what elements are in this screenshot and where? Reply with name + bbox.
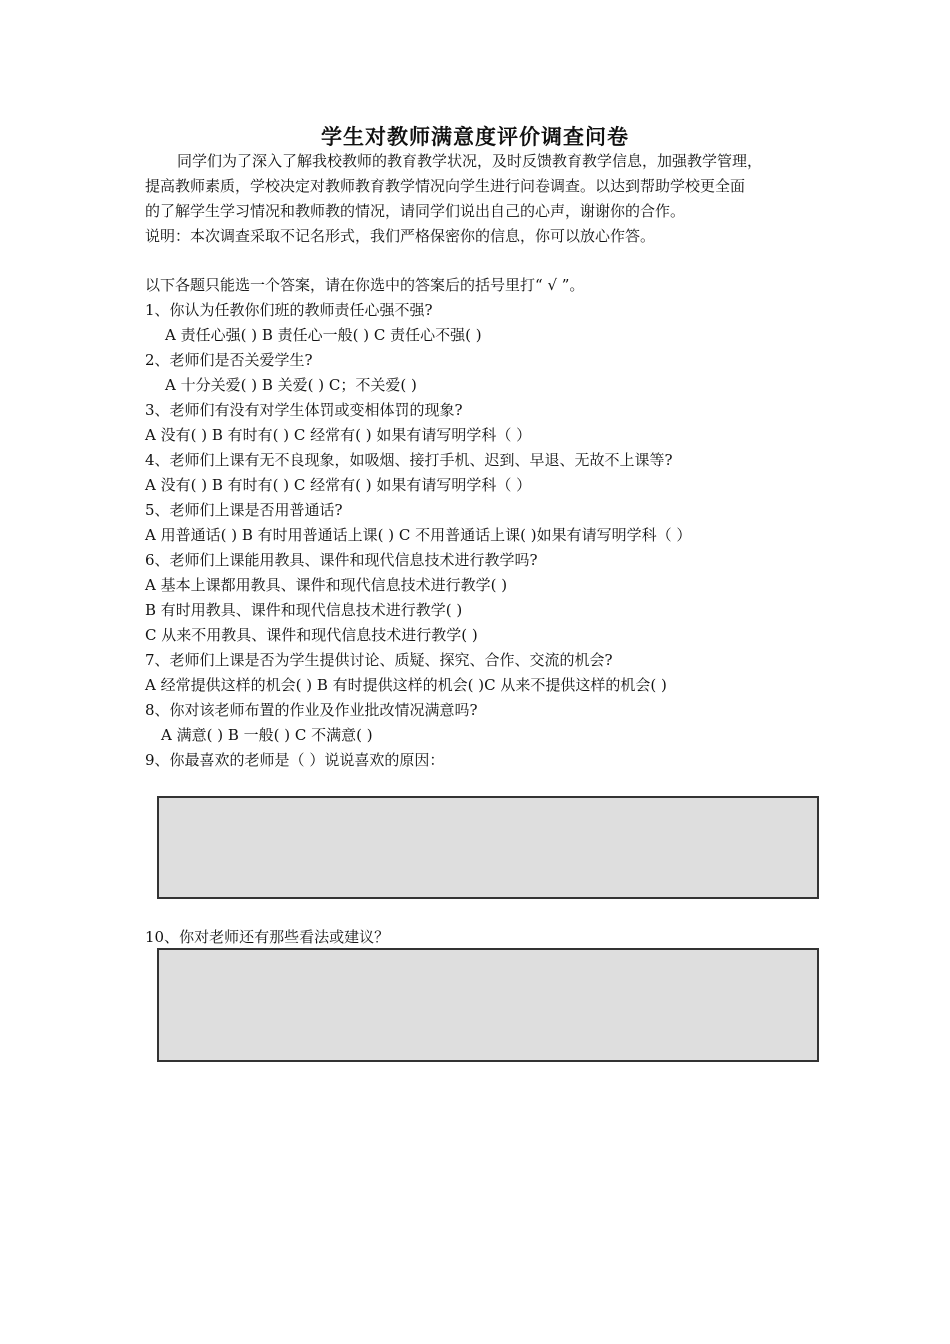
question-7: 7、老师们上课是否为学生提供讨论、质疑、探究、合作、交流的机会? bbox=[145, 651, 613, 669]
intro-line: 的了解学生学习情况和教师教的情况，请同学们说出自己的心声，谢谢你的合作。 bbox=[145, 202, 686, 220]
question-6: 6、老师们上课能用教具、课件和现代信息技术进行教学吗? bbox=[145, 551, 538, 569]
question-8: 8、你对该老师布置的作业及作业批改情况满意吗? bbox=[145, 701, 478, 719]
option-6c[interactable]: C 从来不用教具、课件和现代信息技术进行教学( ) bbox=[145, 626, 478, 644]
options-1[interactable]: A 责任心强( ) B 责任心一般( ) C 责任心不强( ) bbox=[165, 326, 482, 344]
options-2[interactable]: A 十分关爱( ) B 关爱( ) C；不关爱( ) bbox=[165, 376, 417, 394]
options-4[interactable]: A 没有( ) B 有时有( ) C 经常有( ) 如果有请写明学科（ ） bbox=[145, 476, 532, 494]
note-line: 说明：本次调查采取不记名形式，我们严格保密你的信息，你可以放心作答。 bbox=[145, 227, 656, 245]
option-6a[interactable]: A 基本上课都用教具、课件和现代信息技术进行教学( ) bbox=[145, 576, 508, 594]
question-5: 5、老师们上课是否用普通话? bbox=[145, 501, 343, 519]
intro-line: 同学们为了深入了解我校教师的教育教学状况，及时反馈教育教学信息，加强教学管理， bbox=[177, 152, 763, 170]
question-2: 2、老师们是否关爱学生? bbox=[145, 351, 313, 369]
options-5[interactable]: A 用普通话( ) B 有时用普通话上课( ) C 不用普通话上课( )如果有请写明学科（ ） bbox=[145, 526, 692, 544]
options-8[interactable]: A 满意( ) B 一般( ) C 不满意( ) bbox=[161, 726, 373, 744]
question-9: 9、你最喜欢的老师是（ ）说说喜欢的原因： bbox=[145, 751, 445, 769]
instruction: 以下各题只能选一个答案，请在你选中的答案后的括号里打“ √ ”。 bbox=[145, 276, 585, 294]
option-6b[interactable]: B 有时用教具、课件和现代信息技术进行教学( ) bbox=[145, 601, 463, 619]
question-10: 10、你对老师还有那些看法或建议？ bbox=[145, 928, 390, 946]
question-4: 4、老师们上课有无不良现象，如吸烟、接打手机、迟到、早退、无故不上课等? bbox=[145, 451, 673, 469]
page-title: 学生对教师满意度评价调查问卷 bbox=[321, 124, 629, 149]
question-3: 3、老师们有没有对学生体罚或变相体罚的现象? bbox=[145, 401, 463, 419]
options-7[interactable]: A 经常提供这样的机会( ) B 有时提供这样的机会( )C 从来不提供这样的机会( ) bbox=[145, 676, 667, 694]
intro-line: 提高教师素质，学校决定对教师教育教学情况向学生进行问卷调查。以达到帮助学校更全面 bbox=[145, 177, 746, 195]
answer-box-q9[interactable] bbox=[157, 796, 819, 899]
answer-box-q10[interactable] bbox=[157, 948, 819, 1062]
options-3[interactable]: A 没有( ) B 有时有( ) C 经常有( ) 如果有请写明学科（ ） bbox=[145, 426, 532, 444]
question-1: 1、你认为任教你们班的教师责任心强不强? bbox=[145, 301, 433, 319]
